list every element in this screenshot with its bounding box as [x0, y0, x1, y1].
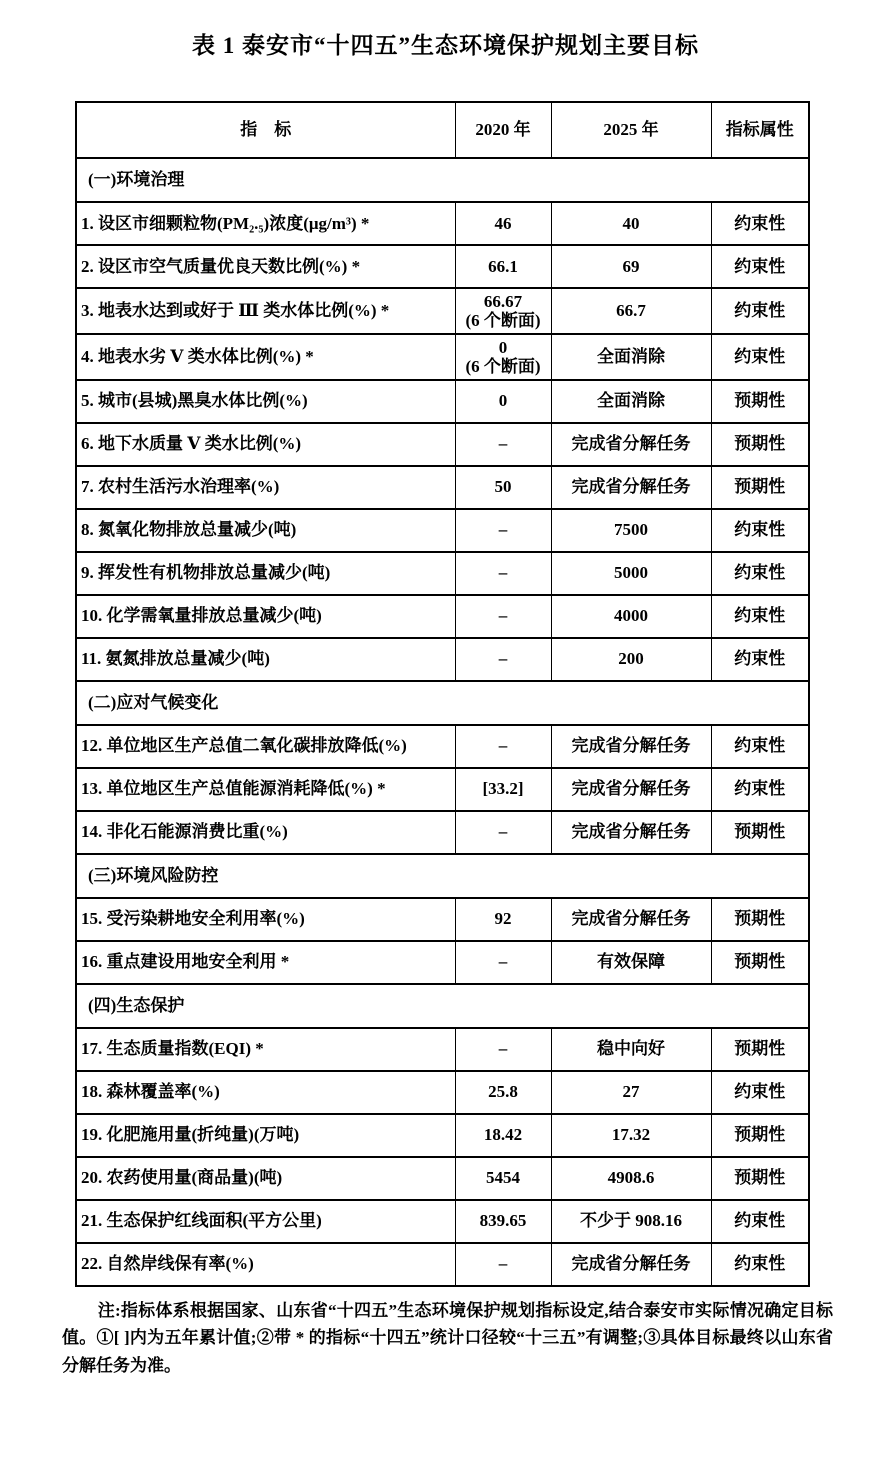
table-row	[76, 245, 809, 288]
value-2020-cell: –	[455, 725, 551, 768]
value-2020-cell: 0	[455, 380, 551, 423]
table-row	[76, 552, 809, 595]
indicator-cell: 9. 挥发性有机物排放总量减少(吨)	[76, 552, 455, 595]
attribute-cell: 约束性	[711, 509, 809, 552]
header-attribute: 指标属性	[711, 102, 809, 158]
table-row	[76, 1200, 809, 1243]
table-header	[76, 102, 809, 158]
table-row	[76, 638, 809, 681]
table-row	[76, 768, 809, 811]
footnote	[62, 1297, 833, 1380]
indicator-cell: 14. 非化石能源消费比重(%)	[76, 811, 455, 854]
value-2020-cell: 46	[455, 202, 551, 245]
value-2020-cell: 25.8	[455, 1071, 551, 1114]
value-2020-note: (6 个断面)	[465, 357, 541, 377]
indicator-cell: 18. 森林覆盖率(%)	[76, 1071, 455, 1114]
value-2025-cell: 5000	[551, 552, 711, 595]
table-body	[76, 158, 809, 1286]
value-2020-cell: 0 (6 个断面)	[455, 334, 551, 380]
indicator-cell: 5. 城市(县城)黑臭水体比例(%)	[76, 380, 455, 423]
section-row	[76, 681, 809, 725]
value-2020-cell: 66.67 (6 个断面)	[455, 288, 551, 334]
section-label: (三)环境风险防控	[76, 854, 809, 898]
value-2025-cell: 完成省分解任务	[551, 811, 711, 854]
table-row	[76, 1028, 809, 1071]
value-2025-cell: 完成省分解任务	[551, 725, 711, 768]
value-2025-cell: 200	[551, 638, 711, 681]
indicator-cell: 6. 地下水质量 Ⅴ 类水比例(%)	[76, 423, 455, 466]
value-2025-cell: 完成省分解任务	[551, 768, 711, 811]
indicator-cell: 17. 生态质量指数(EQI) *	[76, 1028, 455, 1071]
attribute-cell: 预期性	[711, 811, 809, 854]
indicator-cell: 2. 设区市空气质量优良天数比例(%) *	[76, 245, 455, 288]
attribute-cell: 约束性	[711, 768, 809, 811]
attribute-cell: 约束性	[711, 1200, 809, 1243]
indicator-cell: 3. 地表水达到或好于 Ⅲ 类水体比例(%) *	[76, 288, 455, 334]
attribute-cell: 约束性	[711, 1243, 809, 1286]
table-row	[76, 811, 809, 854]
section-row	[76, 854, 809, 898]
attribute-cell: 预期性	[711, 1157, 809, 1200]
table-row	[76, 1071, 809, 1114]
attribute-cell: 约束性	[711, 638, 809, 681]
value-2020-cell: –	[455, 941, 551, 984]
header-2020: 2020 年	[455, 102, 551, 158]
attribute-cell: 预期性	[711, 1114, 809, 1157]
value-2025-cell: 全面消除	[551, 380, 711, 423]
footnote-text: 注:指标体系根据国家、山东省“十四五”生态环境保护规划指标设定,结合泰安市实际情况确定目标值。①[ ]内为五年累计值;②带 * 的指标“十四五”统计口径较“十三五”有调整;③具体目标最终以山东省分解任务为准。	[62, 1300, 833, 1375]
value-2020-cell: 839.65	[455, 1200, 551, 1243]
value-2020-cell: –	[455, 638, 551, 681]
table-row	[76, 380, 809, 423]
value-2025-cell: 4908.6	[551, 1157, 711, 1200]
value-2025-cell: 有效保障	[551, 941, 711, 984]
indicator-cell: 1. 设区市细颗粒物(PM₂.₅)浓度(μg/m³) *	[76, 202, 455, 245]
value-2025-cell: 7500	[551, 509, 711, 552]
value-2020-cell: –	[455, 595, 551, 638]
table-row	[76, 1243, 809, 1286]
table-row	[76, 334, 809, 380]
value-2025-cell: 40	[551, 202, 711, 245]
value-2020-cell: –	[455, 1243, 551, 1286]
indicator-cell: 7. 农村生活污水治理率(%)	[76, 466, 455, 509]
indicator-cell: 13. 单位地区生产总值能源消耗降低(%) *	[76, 768, 455, 811]
value-2020-cell: 18.42	[455, 1114, 551, 1157]
value-2025-cell: 4000	[551, 595, 711, 638]
table-row	[76, 202, 809, 245]
attribute-cell: 约束性	[711, 245, 809, 288]
value-2020-cell: –	[455, 811, 551, 854]
attribute-cell: 约束性	[711, 595, 809, 638]
page-title: 表 1 泰安市“十四五”生态环境保护规划主要目标	[192, 33, 699, 58]
section-label: (一)环境治理	[76, 158, 809, 202]
value-2020-cell: –	[455, 1028, 551, 1071]
indicator-cell: 15. 受污染耕地安全利用率(%)	[76, 898, 455, 941]
indicator-cell: 19. 化肥施用量(折纯量)(万吨)	[76, 1114, 455, 1157]
value-2020-cell: 50	[455, 466, 551, 509]
attribute-cell: 约束性	[711, 552, 809, 595]
attribute-cell: 约束性	[711, 334, 809, 380]
value-2025-cell: 17.32	[551, 1114, 711, 1157]
header-2025: 2025 年	[551, 102, 711, 158]
value-2025-cell: 不少于 908.16	[551, 1200, 711, 1243]
value-2025-cell: 27	[551, 1071, 711, 1114]
table-row	[76, 725, 809, 768]
value-2020-cell: –	[455, 423, 551, 466]
indicator-cell: 8. 氮氧化物排放总量减少(吨)	[76, 509, 455, 552]
indicator-cell: 10. 化学需氧量排放总量减少(吨)	[76, 595, 455, 638]
section-label: (二)应对气候变化	[76, 681, 809, 725]
attribute-cell: 预期性	[711, 941, 809, 984]
table-row	[76, 288, 809, 334]
attribute-cell: 约束性	[711, 725, 809, 768]
value-2025-cell: 69	[551, 245, 711, 288]
header-indicator: 指 标	[76, 102, 455, 158]
attribute-cell: 预期性	[711, 1028, 809, 1071]
attribute-cell: 预期性	[711, 466, 809, 509]
targets-table	[75, 101, 810, 1287]
value-2025-cell: 完成省分解任务	[551, 1243, 711, 1286]
attribute-cell: 预期性	[711, 898, 809, 941]
indicator-cell: 4. 地表水劣 Ⅴ 类水体比例(%) *	[76, 334, 455, 380]
section-row	[76, 158, 809, 202]
indicator-cell: 11. 氨氮排放总量减少(吨)	[76, 638, 455, 681]
table-row	[76, 509, 809, 552]
value-2025-cell: 稳中向好	[551, 1028, 711, 1071]
value-2025-cell: 66.7	[551, 288, 711, 334]
attribute-cell: 约束性	[711, 288, 809, 334]
value-2020-cell: 5454	[455, 1157, 551, 1200]
value-2020-note: (6 个断面)	[465, 311, 541, 331]
header-row	[76, 102, 809, 158]
value-2020-cell: –	[455, 509, 551, 552]
attribute-cell: 约束性	[711, 202, 809, 245]
section-label: (四)生态保护	[76, 984, 809, 1028]
table-row	[76, 1157, 809, 1200]
table-row	[76, 941, 809, 984]
attribute-cell: 预期性	[711, 423, 809, 466]
value-2025-cell: 完成省分解任务	[551, 423, 711, 466]
section-row	[76, 984, 809, 1028]
value-2025-cell: 完成省分解任务	[551, 898, 711, 941]
table-row	[76, 466, 809, 509]
indicator-cell: 22. 自然岸线保有率(%)	[76, 1243, 455, 1286]
indicator-cell: 16. 重点建设用地安全利用 *	[76, 941, 455, 984]
attribute-cell: 约束性	[711, 1071, 809, 1114]
table-row	[76, 595, 809, 638]
table-row	[76, 1114, 809, 1157]
attribute-cell: 预期性	[711, 380, 809, 423]
value-2025-cell: 全面消除	[551, 334, 711, 380]
value-2020-cell: –	[455, 552, 551, 595]
value-2020-cell: 92	[455, 898, 551, 941]
indicator-cell: 20. 农药使用量(商品量)(吨)	[76, 1157, 455, 1200]
value-2020-cell: 66.1	[455, 245, 551, 288]
value-2020-cell: [33.2]	[455, 768, 551, 811]
indicator-cell: 12. 单位地区生产总值二氧化碳排放降低(%)	[76, 725, 455, 768]
table-row	[76, 898, 809, 941]
table-row	[76, 423, 809, 466]
value-2025-cell: 完成省分解任务	[551, 466, 711, 509]
indicator-cell: 21. 生态保护红线面积(平方公里)	[76, 1200, 455, 1243]
